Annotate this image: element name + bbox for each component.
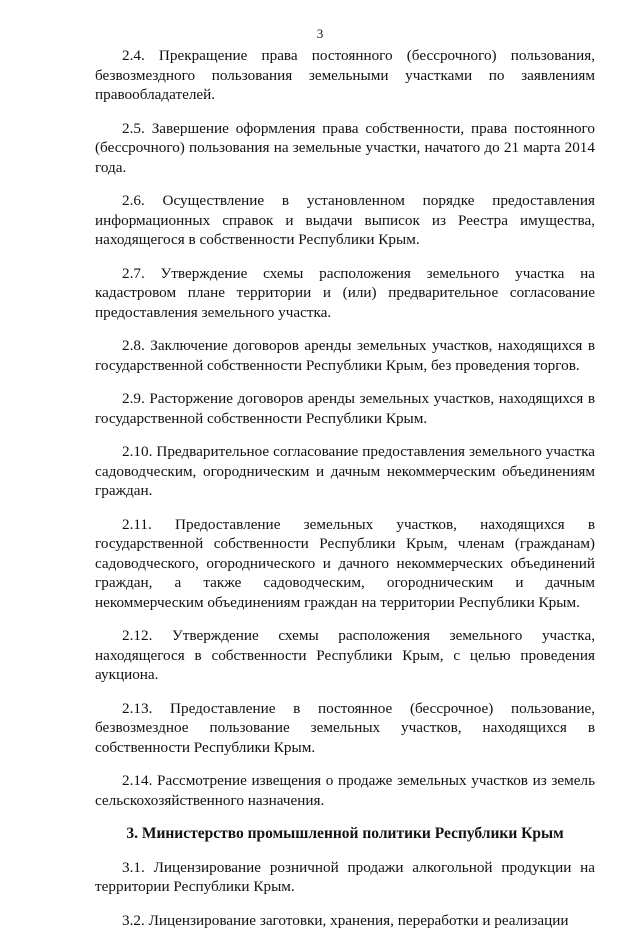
paragraph-2-10: 2.10. Предварительное согласование предоставления земельного участка садоводческим, огородническим и дачным некоммерческим объединениям граждан. [95, 443, 595, 499]
paragraph-3-2: 3.2. Лицензирование заготовки, хранения, переработки и реализации [122, 911, 569, 929]
paragraph-2-13: 2.13. Предоставление в постоянное (бессрочное) пользование, безвозмездное пользование земельных участков, находящихся в собственности Республики Крым. [95, 699, 595, 756]
paragraph-2-14: 2.14. Рассмотрение извещения о продаже земельных участков из земель сельскохозяйственного назначения. [95, 772, 595, 809]
paragraph-3-1: 3.1. Лицензирование розничной продажи алкогольной продукции на территории Республики Крым. [95, 858, 595, 895]
paragraph-2-12: 2.12. Утверждение схемы расположения земельного участка, находящегося в собственности Республики Крым, с целью проведения аукциона. [95, 627, 595, 683]
paragraph-2-8: 2.8. Заключение договоров аренды земельных участков, находящихся в государственной собственности Республики Крым, без проведения торгов. [95, 337, 595, 374]
document-body [95, 46, 595, 944]
paragraph-2-9: 2.9. Расторжение договоров аренды земельных участков, находящихся в государственной собственности Республики Крым. [95, 390, 595, 427]
paragraph-2-11: 2.11. Предоставление земельных участков, находящихся в государственной собственности Республики Крым, членам (гражданам) садоводческого, огороднического и дачного некоммерческих объединений граждан, а также садоводческим, огородническим и дачным некоммерческим объединениям граждан на территории Республики Крым. [95, 515, 595, 611]
paragraph-2-6: 2.6. Осуществление в установленном порядке предоставления информационных справок и выдачи выписок из Реестра имущества, находящегося в собственности Республики Крым. [95, 192, 595, 248]
section-heading: 3. Министерство промышленной политики Республики Крым [126, 825, 564, 842]
paragraph-2-4: 2.4. Прекращение права постоянного (бессрочного) пользования, безвозмездного пользования земельными участками по заявлениям правообладателей. [95, 47, 595, 103]
paragraph-2-5: 2.5. Завершение оформления права собственности, права постоянного (бессрочного) пользования на земельные участки, начатого до 21 марта 2014 года. [95, 119, 595, 176]
paragraph-2-7: 2.7. Утверждение схемы расположения земельного участка на кадастровом плане территории и (или) предварительное согласование предоставления земельного участка. [95, 264, 595, 321]
page-number: 3 [316, 26, 324, 41]
